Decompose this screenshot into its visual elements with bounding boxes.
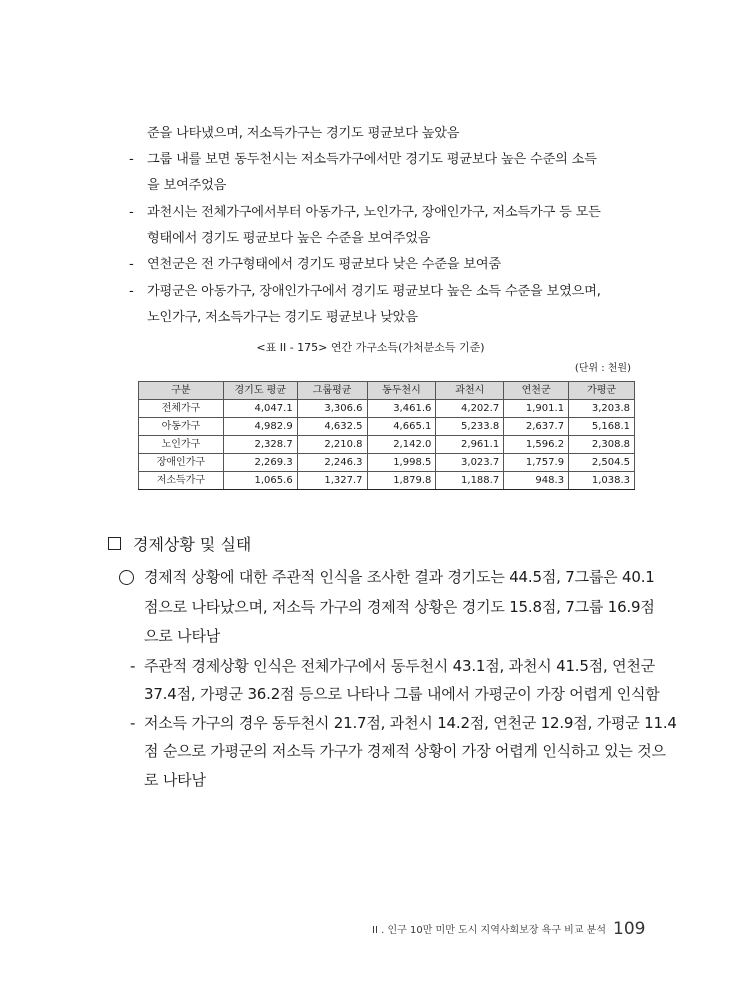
table-cell: 3,461.6: [367, 400, 436, 418]
row-label: 전체가구: [139, 400, 224, 418]
dash-marker: -: [129, 257, 134, 272]
circle-bullet-icon: [119, 570, 134, 585]
table-cell: 4,202.7: [436, 400, 504, 418]
table-cell: 3,023.7: [436, 454, 504, 472]
row-label: 장애인가구: [139, 454, 224, 472]
body-line: 연천군은 전 가구형태에서 경기도 평균보다 낮은 수준을 보여줌: [147, 257, 501, 272]
table-caption: <표 II - 175> 연간 가구소득(가처분소득 기준): [256, 341, 485, 354]
checkbox-square-icon: [108, 537, 121, 550]
table-cell: 1,327.7: [297, 472, 367, 490]
table-cell: 2,504.5: [569, 454, 635, 472]
table-cell: 2,210.8: [297, 436, 367, 454]
column-header: 연천군: [504, 382, 569, 400]
section-line: 경제적 상황에 대한 주관적 인식을 조사한 결과 경기도는 44.5점, 7그룹은 40.1: [144, 568, 655, 586]
section-line: 저소득 가구의 경우 동두천시 21.7점, 과천시 14.2점, 연천군 12.9점, 가평군 11.4: [144, 714, 677, 732]
table-cell: 1,879.8: [367, 472, 436, 490]
column-header: 경기도 평균: [223, 382, 297, 400]
row-label: 저소득가구: [139, 472, 224, 490]
page-footer: II . 인구 10만 미만 도시 지역사회보장 욕구 비교 분석: [372, 925, 606, 936]
body-line: 그룹 내를 보면 동두천시는 저소득가구에서만 경기도 평균보다 높은 수준의 소득: [147, 152, 597, 167]
table-cell: 2,269.3: [223, 454, 297, 472]
table-cell: 1,901.1: [504, 400, 569, 418]
section-line: 점 순으로 가평군의 저소득 가구가 경제적 상황이 가장 어렵게 인식하고 있는 것으: [144, 742, 666, 760]
section-line: 주관적 경제상황 인식은 전체가구에서 동두천시 43.1점, 과천시 41.5점, 연천군: [144, 657, 656, 675]
body-line: 노인가구, 저소득가구는 경기도 평균보나 낮았음: [147, 310, 418, 325]
table-cell: 1,188.7: [436, 472, 504, 490]
section-heading: [108, 533, 251, 557]
column-header: 가평군: [569, 382, 635, 400]
table-cell: 1,065.6: [223, 472, 297, 490]
table-cell: 4,982.9: [223, 418, 297, 436]
dash-marker: -: [129, 152, 134, 167]
column-header: 그룹평균: [297, 382, 367, 400]
dash-marker: -: [130, 657, 136, 675]
page-number: 109: [613, 919, 646, 939]
table-cell: 2,246.3: [297, 454, 367, 472]
table-cell: 1,038.3: [569, 472, 635, 490]
body-line: 과천시는 전체가구에서부터 아동가구, 노인가구, 장애인가구, 저소득가구 등 모든: [147, 205, 601, 220]
table-cell: 3,203.8: [569, 400, 635, 418]
dash-marker: -: [129, 205, 134, 220]
table-cell: 5,233.8: [436, 418, 504, 436]
table-cell: 4,632.5: [297, 418, 367, 436]
table-cell: 2,637.7: [504, 418, 569, 436]
column-header: 구분: [139, 382, 224, 400]
table-cell: 1,596.2: [504, 436, 569, 454]
section-line: 으로 나타남: [144, 627, 221, 645]
section-title: 경제상황 및 실태: [133, 535, 252, 554]
row-label: 아동가구: [139, 418, 224, 436]
section-line: 점으로 나타났으며, 저소득 가구의 경제적 상황은 경기도 15.8점, 7그룹 16.9점: [144, 598, 655, 616]
table-cell: 5,168.1: [569, 418, 635, 436]
table-cell: 3,306.6: [297, 400, 367, 418]
table-cell: 4,047.1: [223, 400, 297, 418]
table-cell: 2,961.1: [436, 436, 504, 454]
table-row: [139, 454, 635, 472]
table-row: [139, 436, 635, 454]
table-cell: 4,665.1: [367, 418, 436, 436]
table-cell: 948.3: [504, 472, 569, 490]
section-line: 37.4점, 가평군 36.2점 등으로 나타나 그룹 내에서 가평군이 가장 어렵게 인식함: [144, 685, 660, 703]
table-cell: 1,998.5: [367, 454, 436, 472]
table-row: [139, 400, 635, 418]
body-line: 을 보여주었음: [147, 178, 227, 193]
table-cell: 2,308.8: [569, 436, 635, 454]
table-unit: (단위 : 천원): [574, 363, 631, 374]
body-line: 형태에서 경기도 평균보다 높은 수준을 보여주었음: [147, 231, 431, 246]
dash-marker: -: [129, 284, 134, 299]
table-row: [139, 472, 635, 490]
body-line: 준을 나타냈으며, 저소득가구는 경기도 평균보다 높았음: [147, 126, 460, 141]
table-cell: 2,142.0: [367, 436, 436, 454]
table-row: [139, 418, 635, 436]
section-line: 로 나타남: [144, 771, 206, 789]
dash-marker: -: [130, 714, 136, 732]
column-header: 과천시: [436, 382, 504, 400]
row-label: 노인가구: [139, 436, 224, 454]
table-cell: 2,328.7: [223, 436, 297, 454]
column-header: 동두천시: [367, 382, 436, 400]
body-line: 가평군은 아동가구, 장애인가구에서 경기도 평균보다 높은 소득 수준을 보였으며,: [147, 284, 601, 299]
table-cell: 1,757.9: [504, 454, 569, 472]
table-header-row: [139, 382, 635, 400]
income-table: [138, 381, 635, 490]
